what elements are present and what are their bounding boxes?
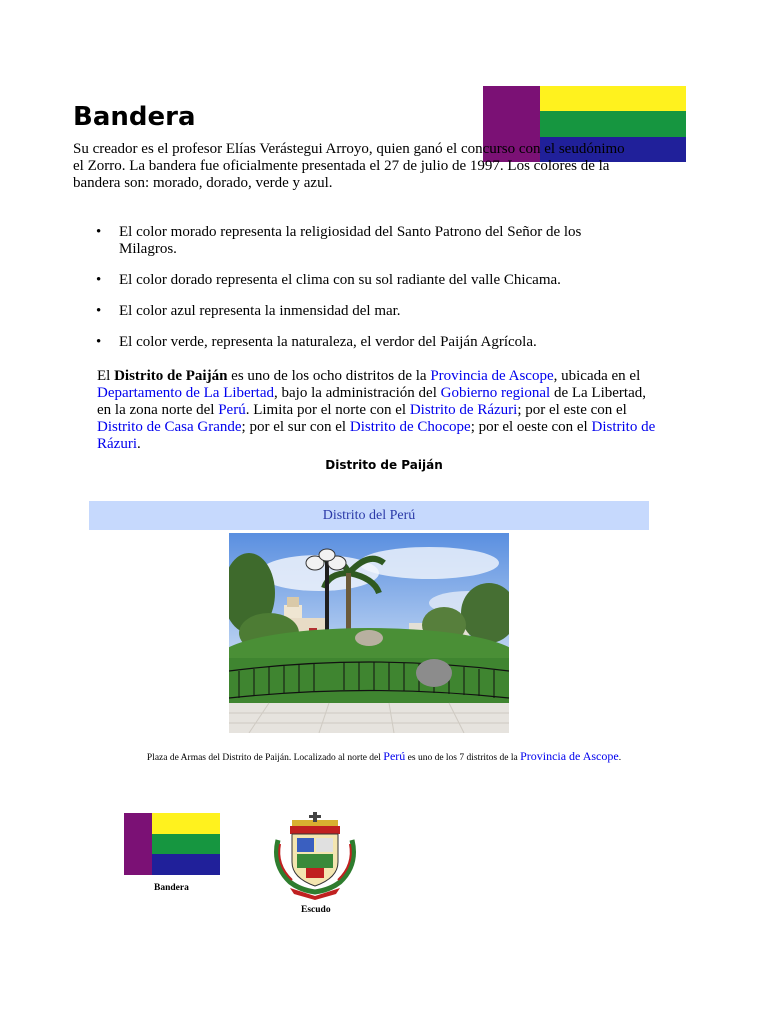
color-meaning-list [73, 224, 633, 365]
text: ; por el este con el [517, 402, 627, 418]
link-distrito-razuri[interactable]: Distrito de Rázuri [409, 402, 518, 418]
link-gobierno-regional[interactable]: Gobierno regional [440, 385, 551, 401]
page-title: Bandera [73, 102, 196, 132]
link-departamento-la-libertad[interactable]: Departamento de La Libertad [97, 385, 274, 401]
flag-image-small [124, 813, 220, 875]
flag-label: Bandera [154, 883, 189, 893]
intro-text: Su creador es el profesor Elías Verástegui Arroyo, quien ganó el concurso con el seudónimo el Zorro. La bandera fue oficialmente presentada el 27 de julio de 1997. Los colores de la bandera son: morado, dorado, verde y azul. [73, 141, 625, 191]
text: de La Libertad, en la zona norte del [97, 385, 646, 418]
text: es uno de los ocho distritos de la [227, 368, 431, 384]
coat-of-arms-icon [270, 810, 360, 900]
list-item [73, 272, 633, 289]
district-name: Distrito de Paiján [114, 368, 228, 384]
list-item-text: El color morado representa la religiosidad del Santo Patrono del Señor de los Milagros. [119, 224, 582, 257]
caption-link-provincia-ascope[interactable]: Provincia de Ascope [520, 749, 619, 763]
caption-text: es uno de los 7 distritos de la [405, 753, 521, 763]
plaza-de-armas-photo [229, 533, 509, 733]
list-item-text: El color verde, representa la naturaleza, el verdor del Paiján Agrícola. [119, 334, 537, 350]
shield-label: Escudo [301, 905, 331, 915]
link-distrito-razuri-2[interactable]: Distrito de Rázuri [97, 419, 656, 452]
photo-caption [0, 749, 768, 764]
text: El [97, 368, 115, 384]
list-item [73, 224, 633, 258]
bullet-icon: • [96, 334, 102, 350]
list-item-text: El color azul representa la inmensidad del mar. [119, 303, 401, 319]
text: , bajo la administración del [274, 385, 441, 401]
caption-link-peru[interactable]: Perú [383, 749, 406, 763]
caption-text: Plaza de Armas del Distrito de Paiján. Localizado al norte del [146, 753, 384, 763]
link-peru[interactable]: Perú [218, 402, 246, 418]
link-distrito-casa-grande[interactable]: Distrito de Casa Grande [97, 419, 242, 435]
bullet-icon: • [96, 303, 102, 319]
bullet-icon: • [96, 224, 102, 240]
text: ; por el oeste con el [470, 419, 592, 435]
link-provincia-ascope[interactable]: Provincia de Ascope [430, 368, 554, 384]
district-paragraph [97, 368, 659, 453]
intro-paragraph [73, 141, 633, 192]
infobox-header: Distrito del Perú [89, 501, 649, 530]
text: , ubicada en el [553, 368, 641, 384]
list-item-text: El color dorado representa el clima con su sol radiante del valle Chicama. [119, 272, 561, 288]
link-distrito-chocope[interactable]: Distrito de Chocope [349, 419, 471, 435]
text: . [136, 436, 141, 452]
list-item [73, 334, 633, 351]
text: . Limita por el norte con el [245, 402, 410, 418]
list-item [73, 303, 633, 320]
infobox-title: Distrito de Paiján [325, 458, 443, 472]
bullet-icon: • [96, 272, 102, 288]
caption-text: . [618, 753, 622, 763]
text: ; por el sur con el [241, 419, 350, 435]
